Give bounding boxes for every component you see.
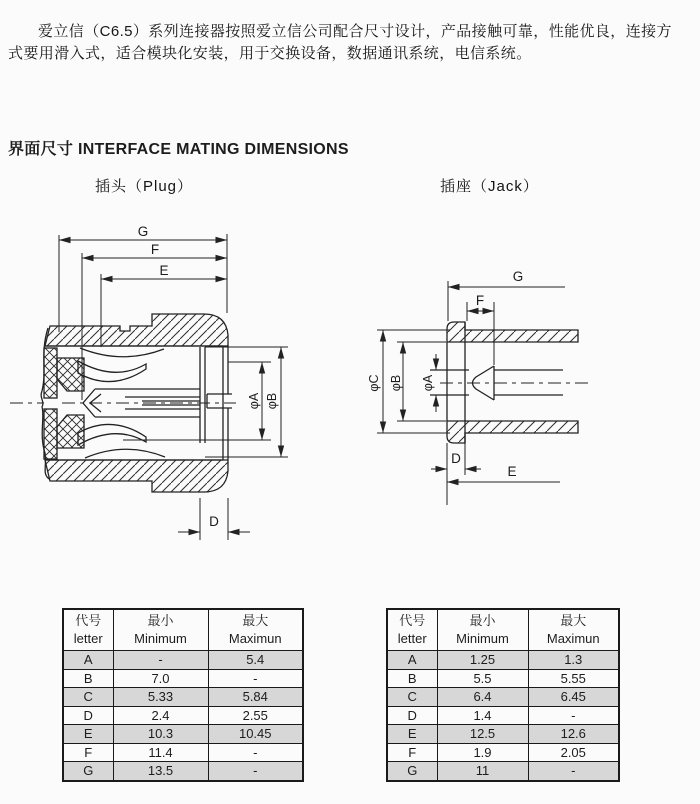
dimension-cell: 1.25 [437,651,528,670]
dimension-cell: 5.84 [208,688,303,707]
dim-label-d: D [451,451,461,466]
dimension-cell: E [387,725,437,744]
dimension-cell: A [63,651,113,670]
section-title-en: INTERFACE MATING DIMENSIONS [77,141,349,158]
column-header: 最大 Maximun [208,609,303,651]
column-header: 最小 Minimum [437,609,528,651]
dimension-cell: 6.45 [528,688,619,707]
table-row [63,688,303,707]
section-title [8,136,349,159]
dimension-cell: 2.55 [208,706,303,725]
dimension-cell: B [387,669,437,688]
dim-label-phi-b: φB [389,374,403,392]
dimension-cell: A [387,651,437,670]
table-row [387,725,619,744]
dimension-cell: 5.4 [208,651,303,670]
table-row [387,688,619,707]
dimension-cell: E [63,725,113,744]
table-row [63,725,303,744]
dim-label-d: D [209,514,219,529]
dimension-cell: F [387,743,437,762]
dimension-cell: 2.4 [113,706,208,725]
dimension-cell: C [387,688,437,707]
column-header: 最大 Maximun [528,609,619,651]
dimension-cell: 5.5 [437,669,528,688]
dimension-cell: 11.4 [113,743,208,762]
table-row [387,743,619,762]
dimension-cell: - [113,651,208,670]
dim-label-phi-a: φA [421,374,435,392]
dimension-cell: 5.55 [528,669,619,688]
header-row [387,609,619,651]
dimension-cell: F [63,743,113,762]
dimension-cell: - [208,669,303,688]
dimension-cell: 10.3 [113,725,208,744]
dim-label-e: E [159,263,169,278]
jack-dimension-labels [367,269,523,479]
dim-label-phi-a: φA [247,392,261,410]
jack-figure-label: 插座（Jack） [440,178,539,195]
dimension-cell: 1.4 [437,706,528,725]
dimension-cell: G [387,762,437,781]
table-row [63,706,303,725]
plug-diagram [0,195,300,555]
table-row [63,743,303,762]
dim-label-f: F [475,293,485,308]
dim-label-e: E [507,464,517,479]
dim-label-g: G [137,224,149,239]
dimension-cell: 10.45 [208,725,303,744]
column-header: 最小 Minimum [113,609,208,651]
dimension-cell: 5.33 [113,688,208,707]
table-row [63,669,303,688]
dimension-cell: C [63,688,113,707]
dimension-cell: 1.9 [437,743,528,762]
section-title-zh: 界面尺寸 [8,141,74,158]
dim-label-f: F [150,242,160,257]
table-row [63,651,303,670]
dimension-cell: 12.5 [437,725,528,744]
table-row [387,706,619,725]
dimension-cell: - [528,762,619,781]
column-header: 代号 letter [387,609,437,651]
intro-paragraph: 爱立信（C6.5）系列连接器按照爱立信公司配合尺寸设计，产品接触可靠，性能优良，连接方式要用滑入式，适合模块化安装，用于交换设备，数据通讯系统，电信系统。 [8,23,672,62]
column-header: 代号 letter [63,609,113,651]
dimension-cell: - [208,762,303,781]
table-row [387,651,619,670]
dim-label-phi-b: φB [265,392,279,410]
dimension-cell: 6.4 [437,688,528,707]
jack-diagram [360,255,700,515]
dimension-cell: 13.5 [113,762,208,781]
jack-dimension-lines [377,281,592,505]
dimension-cell: 11 [437,762,528,781]
jack-dimensions-table [386,608,620,782]
jack-dimensions-table-container [386,608,620,782]
dimension-cell: D [63,706,113,725]
dimension-cell: - [528,706,619,725]
plug-dimensions-table-container [62,608,304,782]
header-row [63,609,303,651]
dim-label-g: G [512,269,524,284]
table-row [387,669,619,688]
plug-dimensions-table [62,608,304,782]
table-row [387,762,619,781]
plug-figure-label: 插头（Plug） [95,178,194,195]
dimension-cell: 1.3 [528,651,619,670]
dimension-cell: D [387,706,437,725]
dimension-cell: 2.05 [528,743,619,762]
dimension-cell: 12.6 [528,725,619,744]
dimension-cell: 7.0 [113,669,208,688]
dimension-cell: G [63,762,113,781]
table-row [63,762,303,781]
dimension-cell: - [208,743,303,762]
dim-label-phi-c: φC [367,374,381,392]
dimension-cell: B [63,669,113,688]
